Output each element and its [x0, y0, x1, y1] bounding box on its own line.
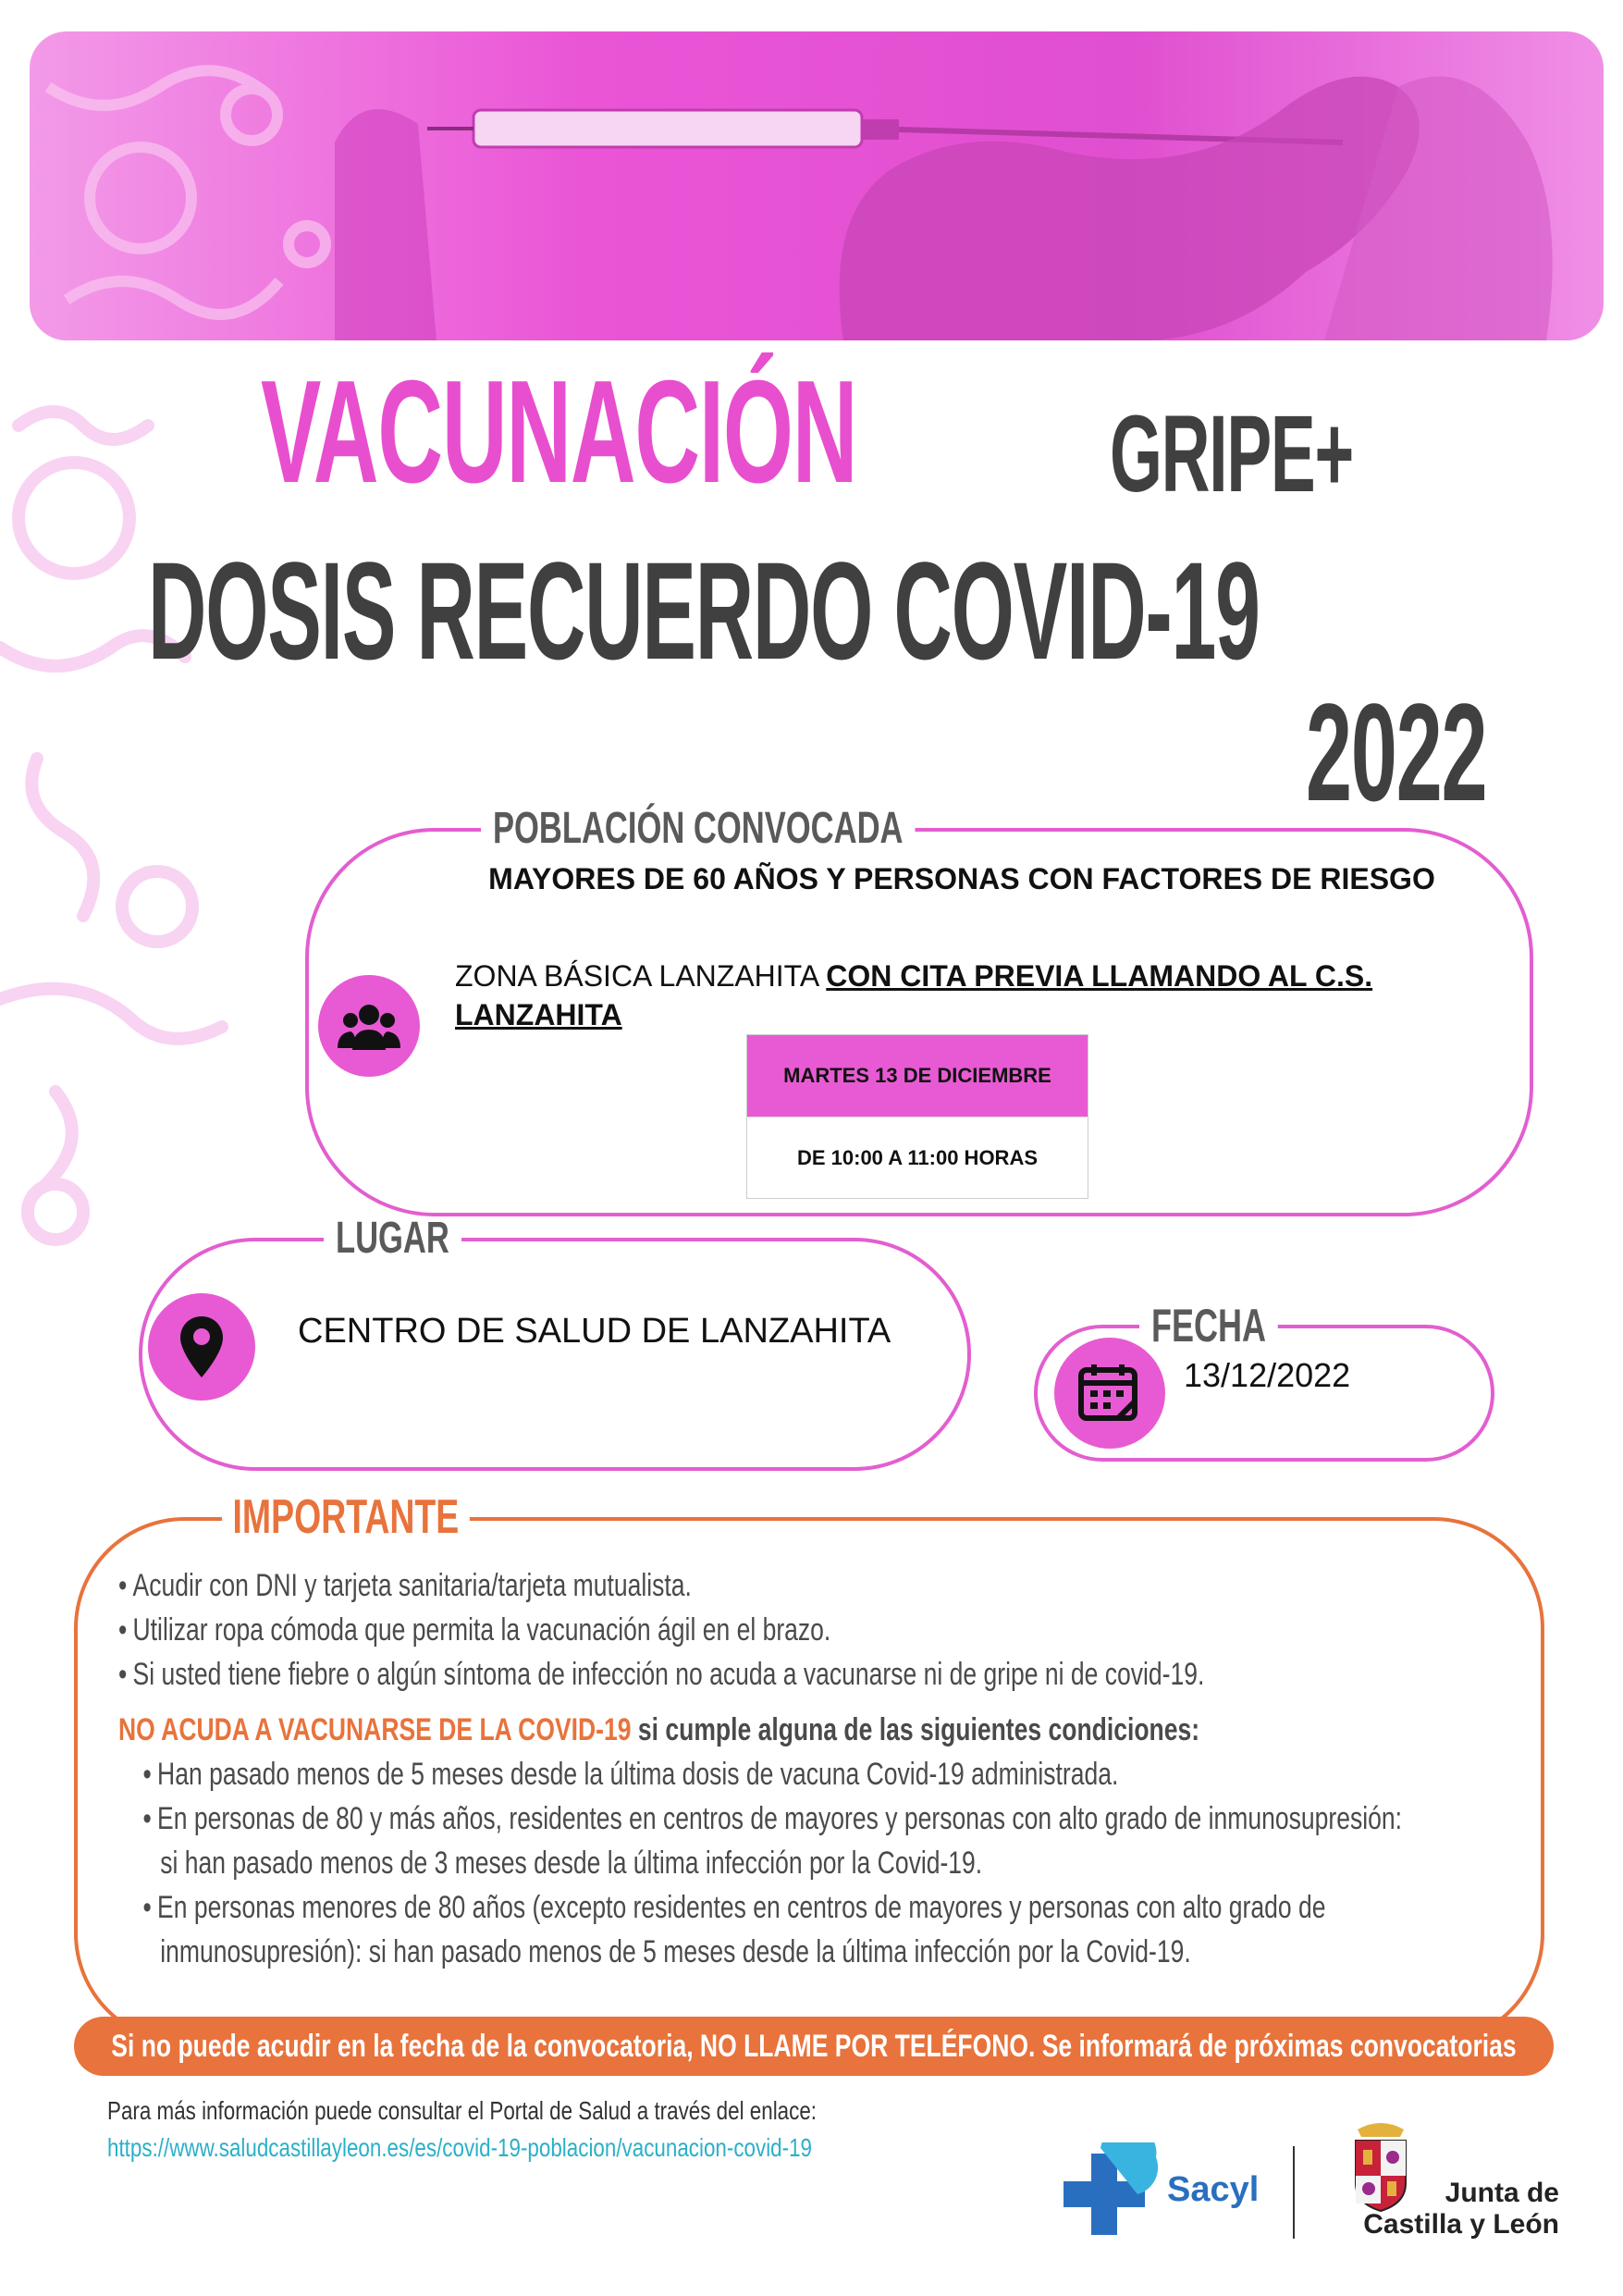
title-year: 2022: [1306, 674, 1487, 830]
list-item-text: Han pasado menos de 5 meses desde la última dosis de vacuna Covid-19 administrada.: [157, 1757, 1119, 1792]
jcyl-logo-text: [1337, 2178, 1559, 2240]
sacyl-logo-text: Sacyl: [1167, 2170, 1260, 2209]
jcyl-line1: Junta de: [1445, 2178, 1559, 2208]
title-dosis-recuerdo: DOSIS RECUERDO COVID-19: [148, 533, 1260, 688]
condition-rest: si cumple alguna de las siguientes condiciones:: [637, 1712, 1200, 1747]
lugar-label: LUGAR: [324, 1216, 461, 1261]
fecha-label: FECHA: [1139, 1302, 1278, 1349]
lugar-section: [139, 1238, 971, 1471]
notice-banner-text: Si no puede acudir en la fecha de la convocatoria, NO LLAME POR TELÉFONO. Se informará de próximas convocatorias: [111, 2028, 1517, 2064]
hero-banner: [30, 31, 1604, 340]
list-item: • Si usted tiene fiebre o algún síntoma de infección no acuda a vacunarse ni de gripe ni de covid-19.: [118, 1657, 1205, 1692]
logo-divider: [1293, 2146, 1295, 2239]
list-item: • En personas menores de 80 años (excepto residentes en centros de mayores y personas con alto grado de: [142, 1890, 1326, 1925]
footer-info: [107, 2092, 817, 2166]
list-item: • En personas de 80 y más años, residentes en centros de mayores y personas con alto grado de inmunosupresión:: [142, 1801, 1402, 1836]
portal-link[interactable]: https://www.saludcastillayleon.es/es/covid-19-poblacion/vacunacion-covid-19: [107, 2133, 813, 2162]
poblacion-main-text: MAYORES DE 60 AÑOS Y PERSONAS CON FACTORES DE RIESGO: [488, 862, 1435, 895]
list-item-text: Utilizar ropa cómoda que permita la vacunación ágil en el brazo.: [132, 1612, 831, 1648]
lugar-value: CENTRO DE SALUD DE LANZAHITA: [298, 1312, 891, 1351]
importante-list: [118, 1563, 1487, 1974]
zona-cita-previa: CON CITA PREVIA LLAMANDO AL C.S. LANZAHITA: [455, 959, 1373, 1031]
syringe-hand-illustration: [30, 31, 1604, 340]
list-item-text: En personas de 80 y más años, residentes en centros de mayores y personas con alto grado de inmunosupresión:: [157, 1801, 1402, 1836]
list-item-continuation: inmunosupresión): si han pasado menos de 5 meses desde la última infección por la Covid-19.: [160, 1934, 1191, 1969]
list-item-continuation: si han pasado menos de 3 meses desde la última infección por la Covid-19.: [160, 1845, 983, 1881]
list-item-text: Acudir con DNI y tarjeta sanitaria/tarjeta mutualista.: [132, 1568, 692, 1603]
calendar-icon: [1054, 1338, 1165, 1449]
schedule-day: MARTES 13 DE DICIEMBRE: [747, 1035, 1088, 1117]
condition-highlight: NO ACUDA A VACUNARSE DE LA COVID-19: [118, 1712, 632, 1747]
fecha-value: 13/12/2022: [1184, 1356, 1351, 1394]
location-pin-icon: [148, 1293, 255, 1401]
schedule-table: [746, 1034, 1088, 1199]
zona-basica-text: [455, 957, 1491, 1034]
footer-info-text: Para más información puede consultar el Portal de Salud a través del enlace:: [107, 2096, 818, 2125]
list-item-text: En personas menores de 80 años (excepto residentes en centros de mayores y personas con alto grado de: [157, 1890, 1326, 1925]
condition-heading: [118, 1708, 1200, 1752]
list-item: • Acudir con DNI y tarjeta sanitaria/tarjeta mutualista.: [118, 1568, 692, 1603]
schedule-time: DE 10:00 A 11:00 HORAS: [747, 1117, 1088, 1198]
poblacion-label: POBLACIÓN CONVOCADA: [481, 807, 915, 851]
list-item-text: Si usted tiene fiebre o algún síntoma de infección no acuda a vacunarse ni de gripe ni de covid-19.: [132, 1657, 1205, 1692]
title-vacunacion: VACUNACIÓN: [261, 351, 857, 513]
people-icon: [318, 975, 420, 1077]
importante-label: IMPORTANTE: [222, 1493, 470, 1541]
list-item: • Han pasado menos de 5 meses desde la última dosis de vacuna Covid-19 administrada.: [142, 1757, 1119, 1792]
title-gripe: GRIPE+: [1110, 393, 1353, 515]
jcyl-line2: Castilla y León: [1363, 2209, 1559, 2240]
notice-banner: [74, 2017, 1554, 2076]
list-item: • Utilizar ropa cómoda que permita la vacunación ágil en el brazo.: [118, 1612, 831, 1648]
zona-prefix: ZONA BÁSICA LANZAHITA: [455, 959, 818, 993]
